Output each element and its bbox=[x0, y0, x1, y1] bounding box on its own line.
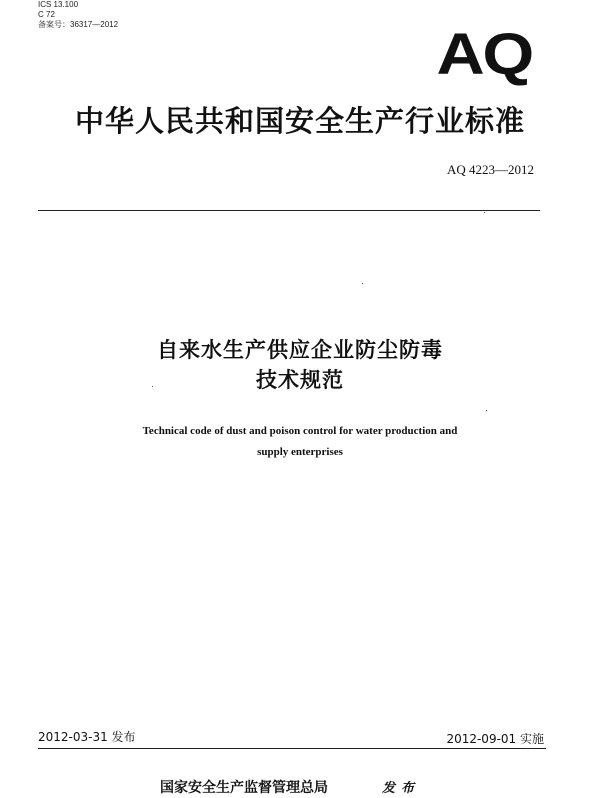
chinese-title-line-2: 技术规范 bbox=[256, 368, 344, 392]
standard-category-title: 中华人民共和国安全生产行业标准 bbox=[74, 104, 525, 138]
scan-speck bbox=[362, 283, 363, 284]
chinese-title-line-1: 自来水生产供应企业防尘防毒 bbox=[157, 338, 443, 362]
issued-label: 发布 bbox=[382, 781, 421, 796]
footer-divider bbox=[38, 748, 546, 749]
classification-code: C 72 bbox=[38, 10, 55, 19]
ics-code: ICS 13.100 bbox=[38, 0, 79, 9]
record-number: 备案号：36317—2012 bbox=[38, 20, 119, 29]
header-divider bbox=[38, 210, 540, 211]
scan-speck bbox=[484, 212, 485, 213]
scan-speck bbox=[152, 386, 153, 387]
implementation-date: 2012-09-01 实施 bbox=[446, 732, 544, 746]
issue-date: 2012-03-31 发布 bbox=[38, 730, 136, 744]
aq-logo: AQ bbox=[436, 22, 532, 87]
issuing-authority: 国家安全生产监督管理总局 bbox=[160, 780, 328, 796]
english-title-line-2: supply enterprises bbox=[257, 446, 343, 458]
english-title-line-1: Technical code of dust and poison control for water production and bbox=[142, 425, 458, 437]
scan-speck bbox=[486, 410, 487, 411]
standard-number: AQ 4223—2012 bbox=[446, 162, 534, 177]
